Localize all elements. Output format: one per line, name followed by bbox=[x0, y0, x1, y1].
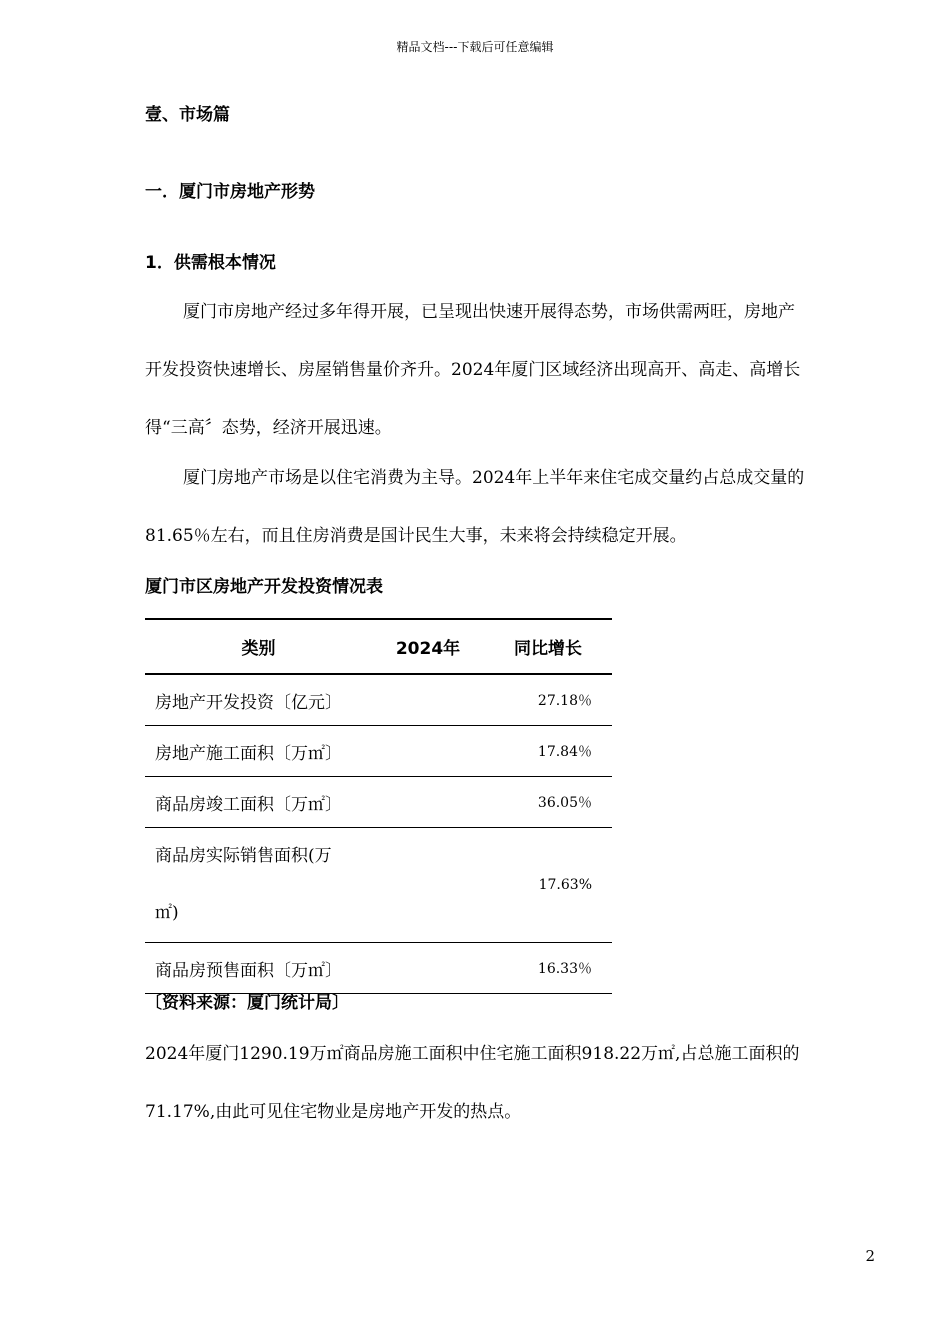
header-year: 2024年 bbox=[372, 619, 484, 674]
para2-line2: 81.65％左右，而且住房消费是国计民生大事，未来将会持续稳定开展。 bbox=[145, 526, 687, 546]
row-year bbox=[372, 828, 484, 943]
row-category: 商品房竣工面积〔万㎡〕 bbox=[145, 777, 372, 828]
para1-line2: 开发投资快速增长、房屋销售量价齐升。2024年厦门区域经济出现高开、高走、高增长 bbox=[145, 360, 801, 380]
table-row bbox=[145, 943, 612, 994]
row-growth: 17.84％ bbox=[484, 726, 612, 777]
part-title: 壹、市场篇 bbox=[145, 105, 230, 125]
para2-line1: 厦门房地产市场是以住宅消费为主导。2024年上半年来住宅成交量约占总成交量的 bbox=[183, 468, 805, 488]
row-growth: 17.63% bbox=[484, 828, 612, 943]
row-year bbox=[372, 674, 484, 726]
header-category: 类别 bbox=[145, 619, 372, 674]
section-title: 一．厦门市房地产形势 bbox=[145, 182, 315, 202]
table-row bbox=[145, 777, 612, 828]
row-growth: 27.18％ bbox=[484, 674, 612, 726]
para3-line1: 2024年厦门1290.19万㎡商品房施工面积中住宅施工面积918.22万㎡,占总施工面积的 bbox=[145, 1044, 800, 1064]
header-growth: 同比增长 bbox=[484, 619, 612, 674]
row-category: 房地产施工面积〔万㎡〕 bbox=[145, 726, 372, 777]
para1-line3: 得“三高〞态势，经济开展迅速。 bbox=[145, 418, 392, 438]
row-year bbox=[372, 726, 484, 777]
table-row bbox=[145, 674, 612, 726]
row-growth: 36.05％ bbox=[484, 777, 612, 828]
row-category: 商品房预售面积〔万㎡〕 bbox=[145, 943, 372, 994]
row-category-line2: ㎡) bbox=[155, 903, 179, 923]
para3-line2: 71.17%,由此可见住宅物业是房地产开发的热点。 bbox=[145, 1102, 522, 1122]
investment-table bbox=[145, 618, 612, 994]
subsection-title: 1．供需根本情况 bbox=[145, 253, 276, 273]
table-row bbox=[145, 726, 612, 777]
table-row bbox=[145, 828, 612, 943]
row-category: 房地产开发投资〔亿元〕 bbox=[145, 674, 372, 726]
row-growth: 16.33％ bbox=[484, 943, 612, 994]
row-category bbox=[145, 828, 372, 943]
row-category-line1: 商品房实际销售面积(万 bbox=[155, 846, 332, 866]
para1-line1: 厦门市房地产经过多年得开展，已呈现出快速开展得态势，市场供需两旺，房地产 bbox=[183, 302, 795, 322]
table-header-row bbox=[145, 619, 612, 674]
page-header: 精品文档---下载后可任意编辑 bbox=[396, 40, 554, 54]
row-year bbox=[372, 777, 484, 828]
table-title: 厦门市区房地产开发投资情况表 bbox=[145, 577, 383, 597]
row-year bbox=[372, 943, 484, 994]
table-source: 〔资料来源：厦门统计局〕 bbox=[145, 993, 349, 1013]
page-number: 2 bbox=[865, 1247, 875, 1265]
